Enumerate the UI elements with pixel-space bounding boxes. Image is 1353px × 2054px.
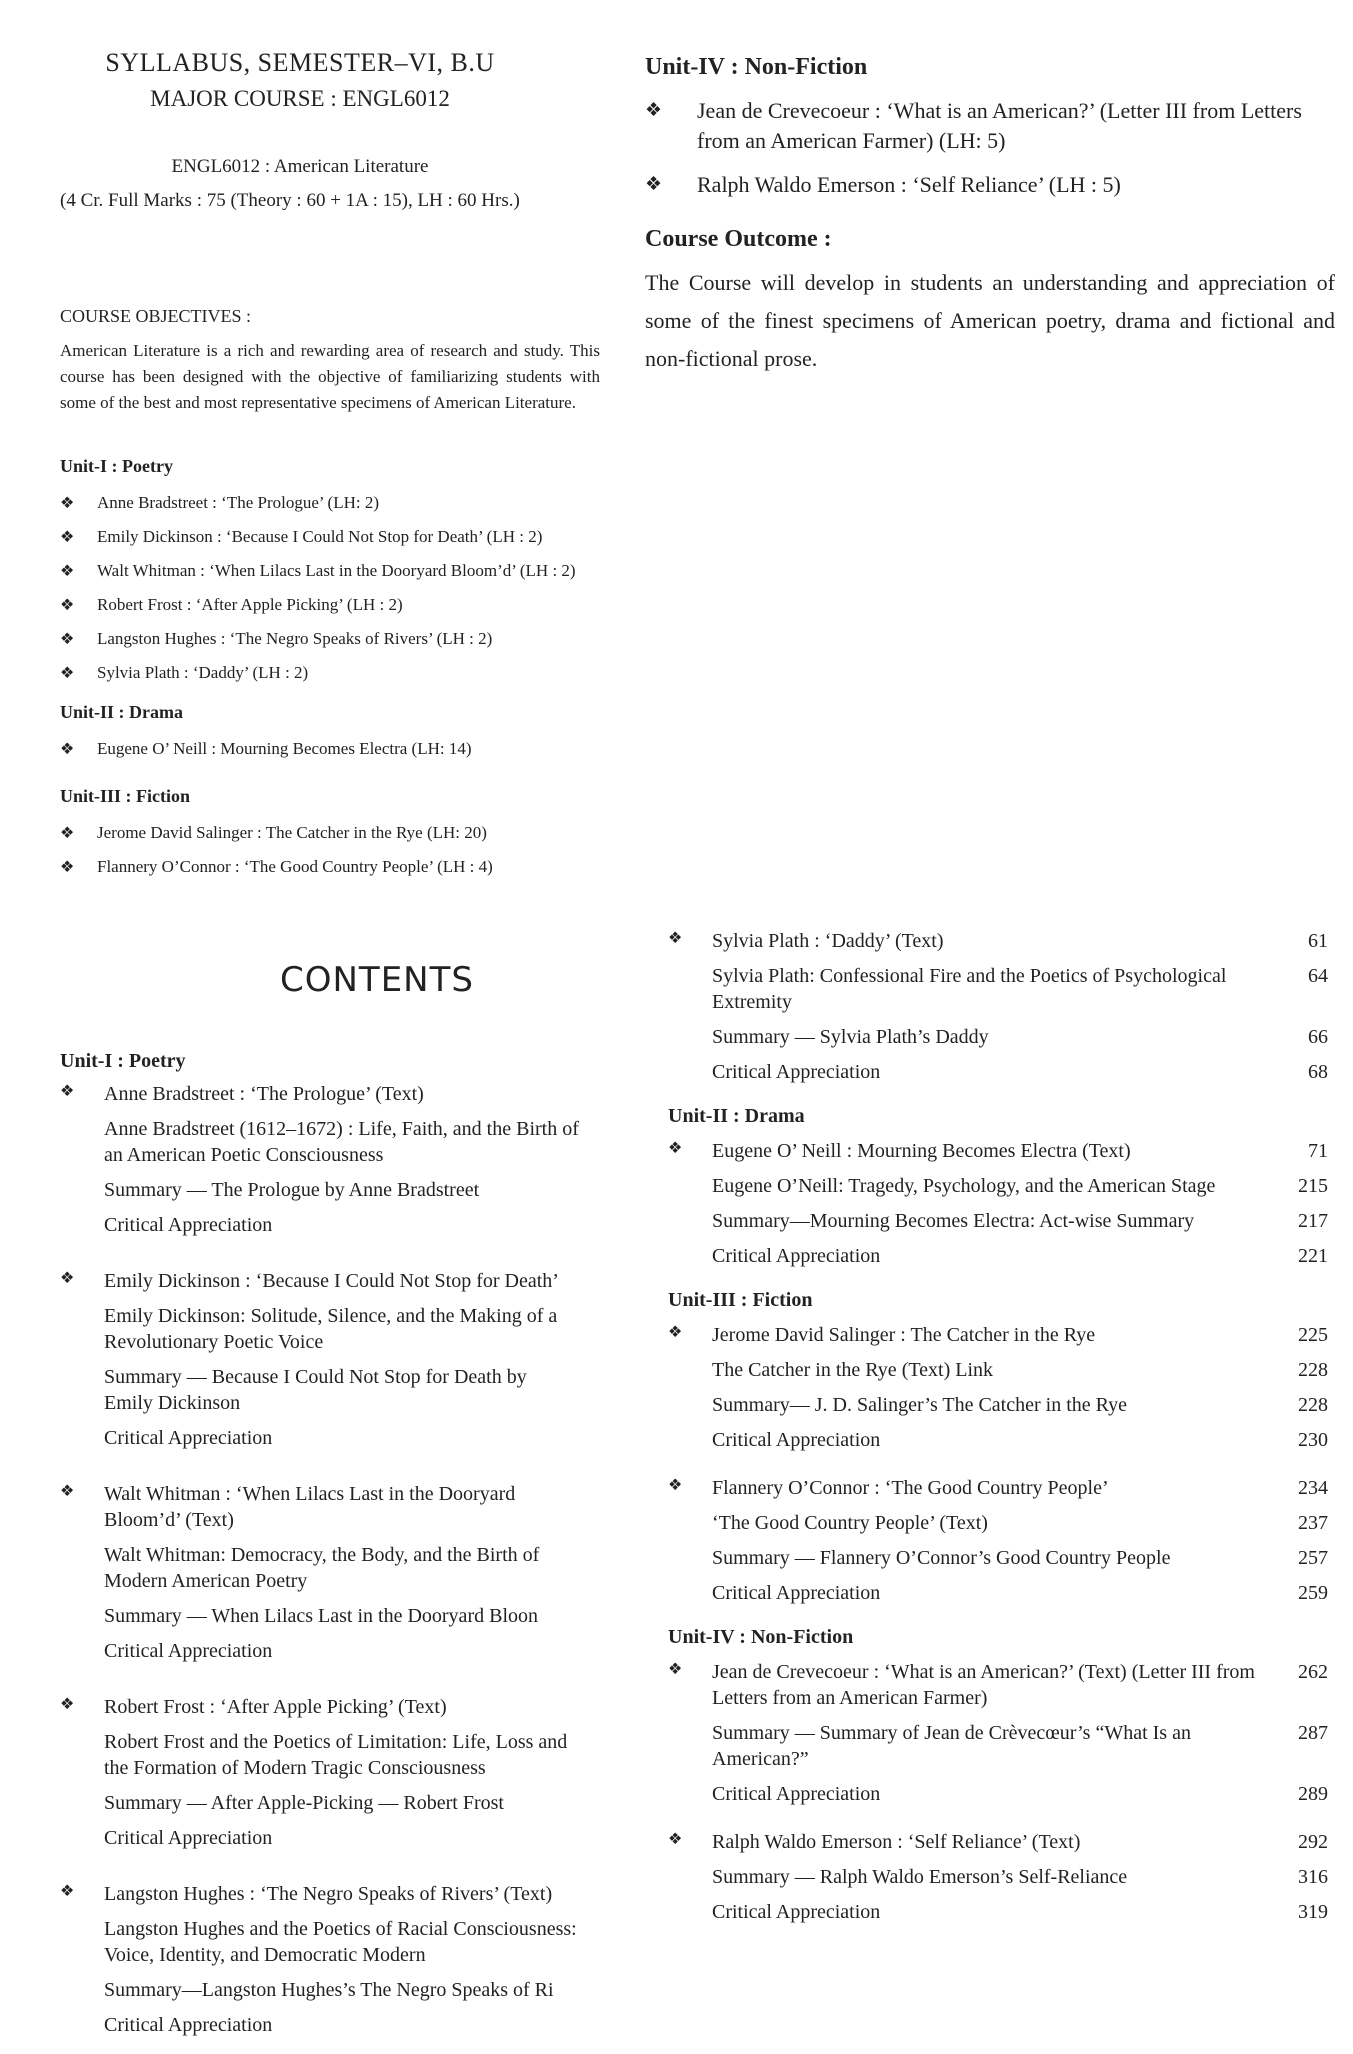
- page-number: 289: [1298, 1783, 1328, 1805]
- diamond-bullet-icon: ❖: [668, 1477, 683, 1494]
- page-number: 66: [1308, 1026, 1328, 1048]
- diamond-bullet-icon: ❖: [60, 741, 75, 758]
- page-number: 259: [1298, 1582, 1328, 1604]
- syllabus-unit-2: [60, 702, 620, 773]
- diamond-bullet-icon: ❖: [60, 859, 75, 876]
- list-item: ❖ Ralph Waldo Emerson : ‘Self Reliance’ (LH : 5): [645, 170, 1335, 200]
- outcome-heading: Course Outcome :: [645, 226, 832, 252]
- unit-list: [60, 493, 620, 683]
- diamond-bullet-icon: ❖: [668, 1324, 683, 1341]
- page-number: 316: [1298, 1866, 1328, 1888]
- unit-list: [60, 823, 620, 877]
- syllabus-unit-3: [60, 786, 620, 891]
- page-number: 292: [1298, 1831, 1328, 1853]
- page-number: 71: [1308, 1140, 1328, 1162]
- page-number: 225: [1298, 1324, 1328, 1346]
- course-code: ENGL6012 : American Literature: [171, 156, 429, 177]
- course-marks: (4 Cr. Full Marks : 75 (Theory : 60 + 1A : 15), LH : 60 Hrs.): [60, 190, 520, 211]
- page-number: 68: [1308, 1061, 1328, 1083]
- list-item: ❖ Robert Frost : ‘After Apple Picking’ (LH : 2): [60, 595, 403, 614]
- diamond-bullet-icon: ❖: [60, 1483, 75, 1500]
- diamond-bullet-icon: ❖: [668, 1831, 683, 1848]
- syllabus-unit-1: [60, 456, 620, 697]
- contents-left-column: [60, 1050, 580, 2054]
- contents-right-column: [668, 928, 1328, 1941]
- diamond-bullet-icon: ❖: [60, 1083, 75, 1100]
- unit-heading: Unit-I : Poetry: [60, 456, 173, 476]
- contents-entry: ❖ Robert Frost : ‘After Apple Picking’ (Text) Robert Frost and the Poetics of Limitation: Life, Loss and the Formation of Modern Tragic Consciousness Summary — After Apple-Picking — Robert Frost Critical Appreciation: [60, 1696, 568, 1849]
- contents-entry: ❖ Sylvia Plath : ‘Daddy’ (Text) 61 Sylvia Plath: Confessional Fire and the Poetics of Psychological Extremity 64 Summary — Sylvia Plath’s Daddy 66 Critical Appreciation 68: [668, 930, 1328, 1083]
- diamond-bullet-icon: ❖: [60, 1270, 75, 1287]
- list-item: ❖ Anne Bradstreet : ‘The Prologue’ (LH: 2): [60, 493, 379, 512]
- list-item: ❖ Flannery O’Connor : ‘The Good Country People’ (LH : 4): [60, 857, 493, 876]
- outcome-text: The Course will develop in students an understanding and appreciation of some of the finest specimens of American poetry, drama and fictional and non-fictional prose.: [645, 270, 1335, 371]
- page-number: 228: [1298, 1359, 1328, 1381]
- diamond-bullet-icon: ❖: [60, 597, 75, 614]
- diamond-bullet-icon: ❖: [60, 665, 75, 682]
- page-number: 234: [1298, 1477, 1328, 1499]
- unit-heading: Unit-III : Fiction: [60, 786, 190, 806]
- contents-entry: ❖ Emily Dickinson : ‘Because I Could Not Stop for Death’ Emily Dickinson: Solitude, Silence, and the Making of a Revolutionary Poetic Voice Summary — Because I Could Not Stop for Death by Emily Dickinson Critical Appreciation: [60, 1270, 559, 1449]
- page-number: 319: [1298, 1901, 1328, 1923]
- diamond-bullet-icon: ❖: [60, 825, 75, 842]
- list-item: ❖ Sylvia Plath : ‘Daddy’ (LH : 2): [60, 663, 309, 682]
- contents-entry: ❖ Jerome David Salinger : The Catcher in the Rye 225 The Catcher in the Rye (Text) Link 228 Summary— J. D. Salinger’s The Catcher in the Rye 228 Critical Appreciation 230: [668, 1324, 1328, 1451]
- page-number: 228: [1298, 1394, 1328, 1416]
- contents-entry: ❖ Langston Hughes : ‘The Negro Speaks of Rivers’ (Text) Langston Hughes and the Poetics of Racial Consciousness: Voice, Identity, and Democratic Modern Summary—Langston Hughes’s The Negro Speaks of Ri Critical Appreciation: [60, 1883, 577, 2036]
- list-item: ❖ Jean de Crevecoeur : ‘What is an American?’ (Letter III from Letters from an American Farmer) (LH: 5): [645, 98, 1302, 153]
- unit-heading: Unit-III : Fiction: [668, 1289, 813, 1311]
- diamond-bullet-icon: ❖: [668, 1661, 683, 1678]
- contents-entry: ❖ Ralph Waldo Emerson : ‘Self Reliance’ (Text) 292 Summary — Ralph Waldo Emerson’s Self-Reliance 316 Critical Appreciation 319: [668, 1831, 1328, 1923]
- contents-entry: ❖ Anne Bradstreet : ‘The Prologue’ (Text) Anne Bradstreet (1612–1672) : Life, Faith, and the Birth of an American Poetic Consciousness Summary — The Prologue by Anne Bradstreet Critical Appreciation: [60, 1083, 579, 1236]
- diamond-bullet-icon: ❖: [645, 100, 663, 121]
- list-item: ❖ Jerome David Salinger : The Catcher in the Rye (LH: 20): [60, 823, 487, 842]
- list-item: ❖ Langston Hughes : ‘The Negro Speaks of Rivers’ (LH : 2): [60, 629, 493, 648]
- diamond-bullet-icon: ❖: [668, 1140, 683, 1157]
- list-item: ❖ Emily Dickinson : ‘Because I Could Not Stop for Death’ (LH : 2): [60, 527, 543, 546]
- objectives-text: American Literature is a rich and rewarding area of research and study. This course has been designed with the objective of familiarizing students with some of the best and most representative specimens of American Literature.: [60, 341, 600, 412]
- unit-heading: Unit-IV : Non-Fiction: [668, 1626, 854, 1648]
- page-number: 237: [1298, 1512, 1328, 1534]
- diamond-bullet-icon: ❖: [60, 1883, 75, 1900]
- page-number: 215: [1298, 1175, 1328, 1197]
- unit-heading: Unit-II : Drama: [60, 702, 183, 722]
- page-number: 64: [1308, 965, 1328, 987]
- contents-entry: ❖ Eugene O’ Neill : Mourning Becomes Electra (Text) 71 Eugene O’Neill: Tragedy, Psychology, and the American Stage 215 Summary—Mourning Becomes Electra: Act-wise Summary 217 Critical Appreciation 221: [668, 1140, 1328, 1267]
- page-number: 230: [1298, 1429, 1328, 1451]
- syllabus-title: SYLLABUS, SEMESTER–VI, B.U: [105, 48, 495, 77]
- diamond-bullet-icon: ❖: [668, 930, 683, 947]
- objectives-heading: COURSE OBJECTIVES :: [60, 306, 252, 326]
- unit-heading: Unit-II : Drama: [668, 1105, 805, 1127]
- major-course: MAJOR COURSE : ENGL6012: [150, 86, 450, 111]
- diamond-bullet-icon: ❖: [60, 631, 75, 648]
- contents-title: CONTENTS: [280, 960, 474, 1000]
- unit-4-list: [645, 96, 1335, 214]
- diamond-bullet-icon: ❖: [60, 529, 75, 546]
- unit-4-heading: Unit-IV : Non-Fiction: [645, 54, 868, 80]
- page-number: 257: [1298, 1547, 1328, 1569]
- diamond-bullet-icon: ❖: [60, 495, 75, 512]
- contents-entry: ❖ Flannery O’Connor : ‘The Good Country People’ 234 ‘The Good Country People’ (Text) 237 Summary — Flannery O’Connor’s Good Country People 257 Critical Appreciation 259: [668, 1477, 1328, 1604]
- page-number: 217: [1298, 1210, 1328, 1232]
- list-item: ❖ Eugene O’ Neill : Mourning Becomes Electra (LH: 14): [60, 739, 472, 758]
- diamond-bullet-icon: ❖: [60, 1696, 75, 1713]
- diamond-bullet-icon: ❖: [645, 174, 663, 195]
- unit-heading: Unit-I : Poetry: [60, 1050, 186, 1072]
- contents-entry: ❖ Jean de Crevecoeur : ‘What is an American?’ (Text) (Letter III from Letters from an American Farmer) 262 Summary — Summary of Jean de Crèvecœur’s “What Is an American?” 287 Critical Appreciation 289: [668, 1661, 1328, 1805]
- unit-list: [60, 739, 620, 759]
- list-item: ❖ Walt Whitman : ‘When Lilacs Last in the Dooryard Bloom’d’ (LH : 2): [60, 561, 576, 580]
- page-number: 262: [1298, 1661, 1328, 1683]
- contents-entry: ❖ Walt Whitman : ‘When Lilacs Last in the Dooryard Bloom’d’ (Text) Walt Whitman: Democracy, the Body, and the Birth of Modern American Poetry Summary — When Lilacs Last in the Dooryard Bloon Critical Appreciation: [60, 1483, 540, 1662]
- page-number: 61: [1308, 930, 1328, 952]
- page-number: 221: [1298, 1245, 1328, 1267]
- page-number: 287: [1298, 1722, 1328, 1744]
- diamond-bullet-icon: ❖: [60, 563, 75, 580]
